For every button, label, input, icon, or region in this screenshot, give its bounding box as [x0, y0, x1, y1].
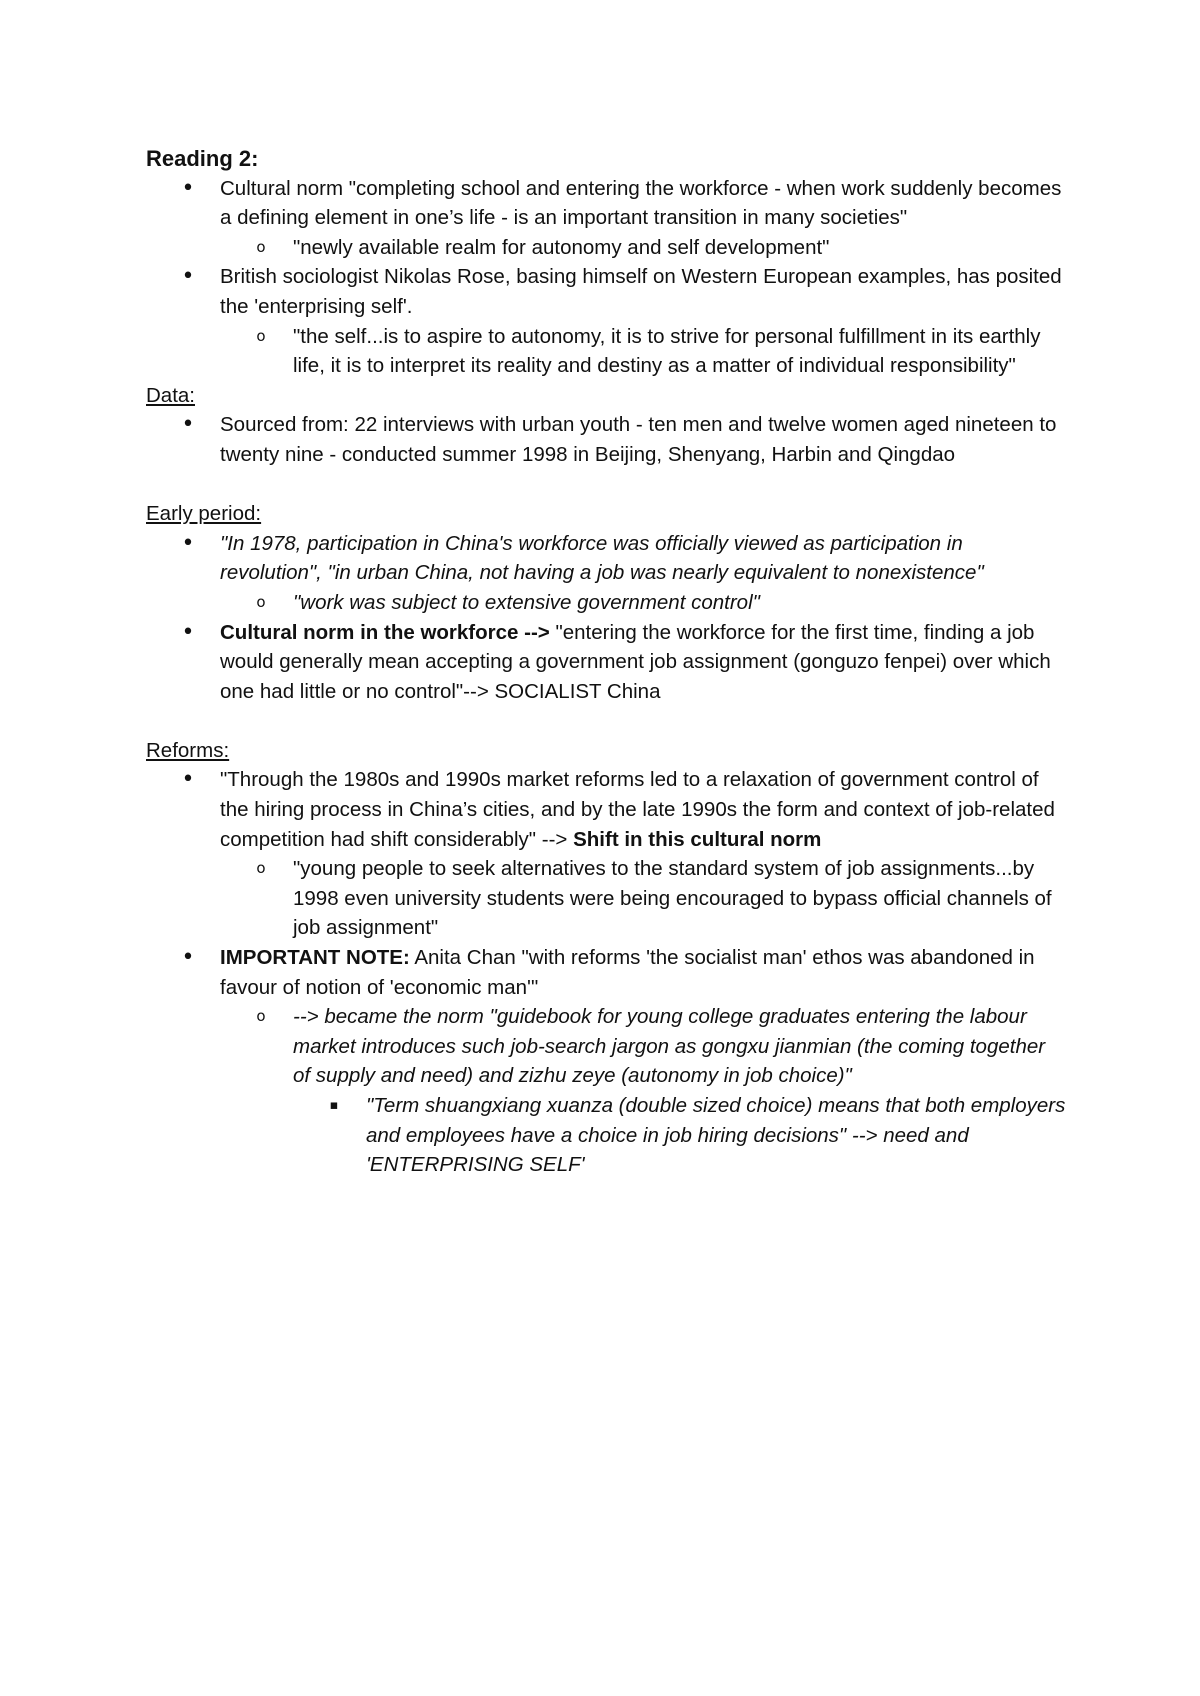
bullet-icon: •	[181, 619, 195, 645]
quote-1978-sub-text: "work was subject to extensive government control"	[293, 590, 760, 614]
list-item	[146, 943, 1066, 1002]
reforms-heading: Reforms:	[146, 738, 230, 762]
guidebook-text: --> became the norm "guidebook for young college graduates entering the labour market introduces such job-search jargon as gongxu jianmian (the coming together of supply and need) and zizhu zeye (autonomy in job choice)"	[293, 1005, 1046, 1088]
list-item	[146, 262, 1066, 321]
important-note-text: Anita Chan "with reforms 'the socialist man' ethos was abandoned in favour of notion of 'economic man'"	[220, 946, 1035, 999]
early-period-list	[146, 529, 1066, 707]
through-sub-text: "young people to seek alternatives to the standard system of job assignments...by 1998 even university students were being encouraged to bypass official channels of job assignment"	[293, 857, 1052, 940]
notes-content	[146, 144, 1066, 1180]
circle-bullet-icon: o	[256, 592, 266, 611]
list-item	[146, 1091, 1066, 1180]
sourced-text: Sourced from: 22 interviews with urban youth - ten men and twelve women aged nineteen to twenty nine - conducted summer 1998 in Beijing, Shenyang, Harbin and Qingdao	[220, 413, 1057, 466]
list-item	[146, 618, 1066, 707]
reading-list	[146, 174, 1066, 381]
bullet-icon: •	[181, 175, 195, 201]
early-period-heading: Early period:	[146, 502, 262, 526]
data-list	[146, 410, 1066, 469]
important-note-bold: IMPORTANT NOTE:	[220, 946, 410, 970]
workforce-norm-text: "entering the workforce for the first time, finding a job would generally mean accepting a government job assignment (gonguzo fenpei) over which one had little or no control"--> SOCIALIST China	[220, 620, 1051, 703]
list-item	[146, 1002, 1066, 1091]
bullet-icon: •	[181, 530, 195, 556]
reforms-list	[146, 765, 1066, 1179]
list-item	[146, 529, 1066, 588]
bullet-icon: •	[181, 412, 195, 438]
circle-bullet-icon: o	[256, 326, 266, 345]
cultural-norm-text: Cultural norm "completing school and entering the workforce - when work suddenly becomes a defining element in one’s life - is an important transition in many societies"	[220, 176, 1062, 230]
list-item	[146, 233, 1066, 263]
list-item	[146, 765, 1066, 854]
shift-norm-bold: Shift in this cultural norm	[573, 827, 822, 851]
blank-line	[146, 470, 1066, 500]
workforce-norm-bold: Cultural norm in the workforce -->	[220, 620, 550, 644]
blank-line	[146, 706, 1066, 736]
shuangxiang-text: "Term shuangxiang xuanza (double sized choice) means that both employers and employees have a choice in job hiring decisions" --> need and 'ENTERPRISING SELF'	[366, 1094, 1066, 1177]
list-item	[146, 854, 1066, 943]
data-heading: Data:	[146, 383, 195, 407]
quote-1978-text: "In 1978, participation in China's workforce was officially viewed as participation in revolution", "in urban China, not having a job was nearly equivalent to nonexistence"	[220, 531, 984, 585]
bullet-icon: •	[181, 945, 195, 971]
list-item	[146, 588, 1066, 618]
rose-text: British sociologist Nikolas Rose, basing himself on Western European examples, has posited the 'enterprising self'.	[220, 265, 1062, 318]
rose-sub-text: "the self...is to aspire to autonomy, it is to strive for personal fulfillment in its earthly life, it is to interpret its reality and destiny as a matter of individual responsibility"	[293, 324, 1041, 378]
list-item	[146, 410, 1066, 469]
list-item	[146, 174, 1066, 233]
square-bullet-icon: ▪	[329, 1098, 339, 1113]
bullet-icon: •	[181, 767, 195, 793]
list-item	[146, 322, 1066, 381]
circle-bullet-icon: o	[256, 237, 266, 256]
circle-bullet-icon: o	[256, 859, 266, 878]
reading-heading: Reading 2:	[146, 146, 259, 171]
cultural-norm-sub-text: "newly available realm for autonomy and self development"	[293, 235, 830, 259]
bullet-icon: •	[181, 264, 195, 290]
circle-bullet-icon: o	[256, 1007, 266, 1026]
through-text: "Through the 1980s and 1990s market reforms led to a relaxation of government control of the hiring process in China’s cities, and by the late 1990s the form and context of job-related competition had shift considerably" -->	[220, 768, 1055, 851]
